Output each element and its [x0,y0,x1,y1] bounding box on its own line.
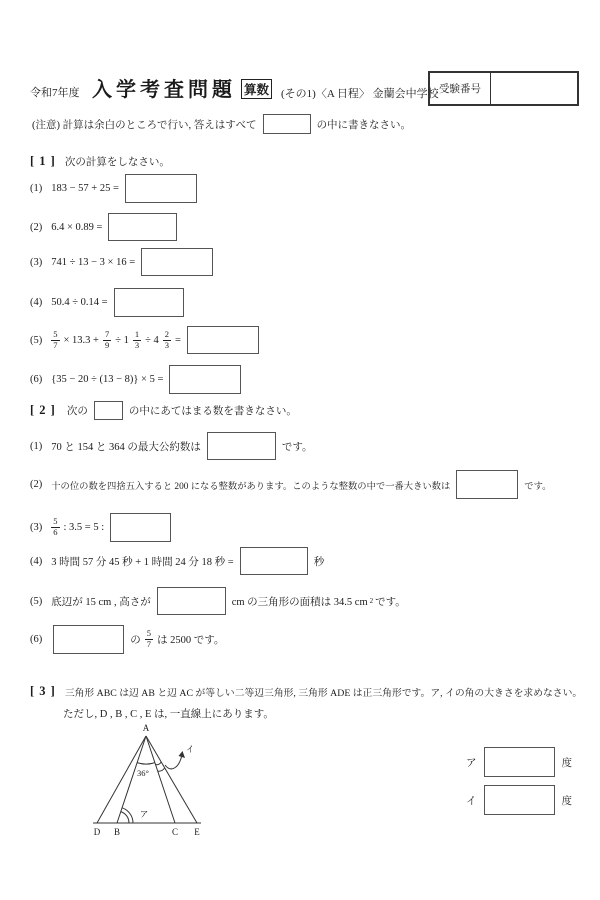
answer-box[interactable] [53,625,124,654]
answer-box[interactable] [484,785,555,815]
fraction: $\frac{2}{3}$ [164,328,169,350]
angle-a-arc-1 [121,812,129,823]
expression-text: です。 [524,481,552,492]
superscript: 2 [369,597,374,605]
expression-text: 次の [66,406,88,417]
expression-text: です。 [375,596,406,608]
answer-box[interactable] [157,587,226,615]
answer-box[interactable] [169,365,241,394]
fraction: $\frac{5}{7}$ [53,328,58,350]
examinee-number-field[interactable] [491,73,577,104]
expression-text: 741 ÷ 13 − 3 × 16 = [51,256,136,268]
problem-number: (1) [30,440,43,452]
expression-text: = [175,334,181,346]
problem-2-3 [30,513,175,542]
expression-text: 50.4 ÷ 0.14 = [51,297,108,308]
answer-a-unit: 度 [561,757,572,769]
examinee-number-box [428,71,579,106]
problem-number: (3) [30,256,43,268]
answer-box[interactable] [141,248,213,276]
fraction: $\frac{5}{7}$ [146,628,151,649]
answer-row-a [466,747,572,777]
answer-box[interactable] [114,288,184,317]
apex-angle-arc [137,763,155,764]
problem-number: (6) [30,634,43,645]
section-2-heading-text [65,401,299,420]
expression-text: 6.4 × 0.89 = [51,221,103,233]
problem-expression [49,213,181,241]
problem-1-1 [30,174,201,203]
header-meta: (その1)〈A 日程〉 金蘭会中学校 [281,88,439,100]
section-3-line2 [63,706,274,721]
angle-i-pointer-arrowhead [179,751,186,758]
expression-text: (注意) 計算は余白のところで行い, 答えはすべて [32,119,257,131]
expression-text: は 2500 です。 [157,635,225,646]
examinee-number-label: 受験番号 [430,73,491,104]
answer-row-i [466,785,572,815]
problem-expression [49,174,201,203]
answer-box[interactable] [240,547,308,575]
expression-text: 3 時間 57 分 45 秒 + 1 時間 24 分 18 秒 = [51,556,234,568]
answer-box[interactable] [94,401,123,420]
answer-a-label: ア [466,757,477,769]
problem-expression [49,513,175,542]
point-label-A: A [142,723,150,733]
expression-text: 183 − 57 + 25 = [51,183,119,194]
expression-text: 秒 [313,556,325,568]
answer-box[interactable] [263,114,311,134]
point-label-B: B [113,827,121,837]
problem-expression [49,625,226,654]
expression-text: です。 [281,441,313,453]
subject-badge: 算数 [241,79,272,99]
problem-number: (2) [30,479,43,490]
apex-angle-value: 36° [137,768,149,778]
problem-number: (5) [30,334,43,346]
answer-i-unit: 度 [561,795,572,807]
problem-2-1 [30,432,315,460]
notice-text [30,114,413,134]
angle-a-label: ア [139,809,149,819]
section-3-heading [30,684,582,699]
expression-text: × 13.3 + [63,334,99,346]
angle-i-pointer-curve [165,755,182,769]
problem-1-3 [30,248,217,276]
angle-i-label: イ [185,744,195,754]
problem-expression [49,432,314,460]
section-1-heading-text: 次の計算をしなさい。 [64,157,170,168]
expression-text: {35 − 20 ÷ (13 − 8)} × 5 = [51,374,164,385]
angle-a-arc-2 [122,808,133,823]
section-2-heading [30,401,299,420]
expression-text: の [130,635,141,646]
problem-expression [49,326,263,354]
page-title: 入学考査問題 [92,79,236,101]
section-3-label: [ 3 ] [30,684,56,698]
answer-box[interactable] [207,432,276,460]
section-2-label: [ 2 ] [30,403,56,417]
section-3-line1: 三角形 ABC は辺 AB と辺 AC が等しい二等辺三角形, 三角形 ADE は正三角形です。ア, イの角の大きさを求めなさい。 [64,687,583,699]
problem-1-6 [30,365,245,394]
problem-2-2 [30,470,553,499]
section-3-line2-text: ただし, D , B , C , E は, 一直線上にあります。 [63,709,274,720]
expression-text: : 3.5 = 5 : [63,522,105,533]
problem-1-5 [30,326,263,354]
era-year: 令和7年度 [30,87,80,99]
fraction: $\frac{5}{6}$ [53,516,58,537]
answer-box[interactable] [456,470,518,499]
expression-text: の中に書きなさい。 [316,119,412,131]
problem-number: (1) [30,183,43,194]
problem-number: (2) [30,221,43,233]
problem-expression [49,547,326,575]
expression-text: 底辺が 15 cm , 高さが [51,596,151,608]
section-1-heading [30,154,170,169]
answer-box[interactable] [187,326,259,354]
problem-2-5 [30,587,408,615]
problem-1-4 [30,288,188,317]
problem-2-4 [30,547,326,575]
expression-text: 70 と 154 と 364 の最大公約数は [51,441,201,453]
point-label-C: C [171,827,179,837]
problem-expression [49,288,187,317]
expression-text: ÷ 1 [115,334,129,346]
problem-number: (4) [30,297,43,308]
angle-i-arc-1 [156,762,162,765]
problem-number: (4) [30,555,43,567]
point-label-D: D [93,827,101,837]
expression-text: cm の三角形の面積は 34.5 cm [231,596,368,608]
expression-text: 十の位の数を四捨五入すると 200 になる整数があります。このような整数の中で一番大きい数は [51,481,451,492]
answer-i-label: イ [466,795,477,807]
problem-expression [49,470,553,499]
answer-box[interactable] [110,513,171,542]
answer-box[interactable] [108,213,177,241]
notice-line [30,114,413,134]
problem-expression [49,587,408,615]
segment-AC [146,736,175,823]
problem-expression [49,365,245,394]
angle-i-arc-2 [158,768,165,771]
problem-number: (6) [30,374,43,385]
point-label-E: E [194,827,200,837]
problem-expression [49,248,217,276]
section-1-label: [ 1 ] [30,154,56,168]
problem-number: (3) [30,522,43,533]
fraction: $\frac{7}{9}$ [104,328,110,350]
answer-box[interactable] [484,747,555,777]
expression-text: の中にあてはまる数を書きなさい。 [128,406,297,417]
problem-number: (5) [30,595,43,607]
expression-text: ÷ 4 [145,334,159,346]
problem-1-2 [30,213,181,241]
answer-box[interactable] [125,174,197,203]
fraction: $\frac{1}{3}$ [134,328,140,350]
triangle-figure [85,722,215,840]
problem-2-6 [30,625,226,654]
